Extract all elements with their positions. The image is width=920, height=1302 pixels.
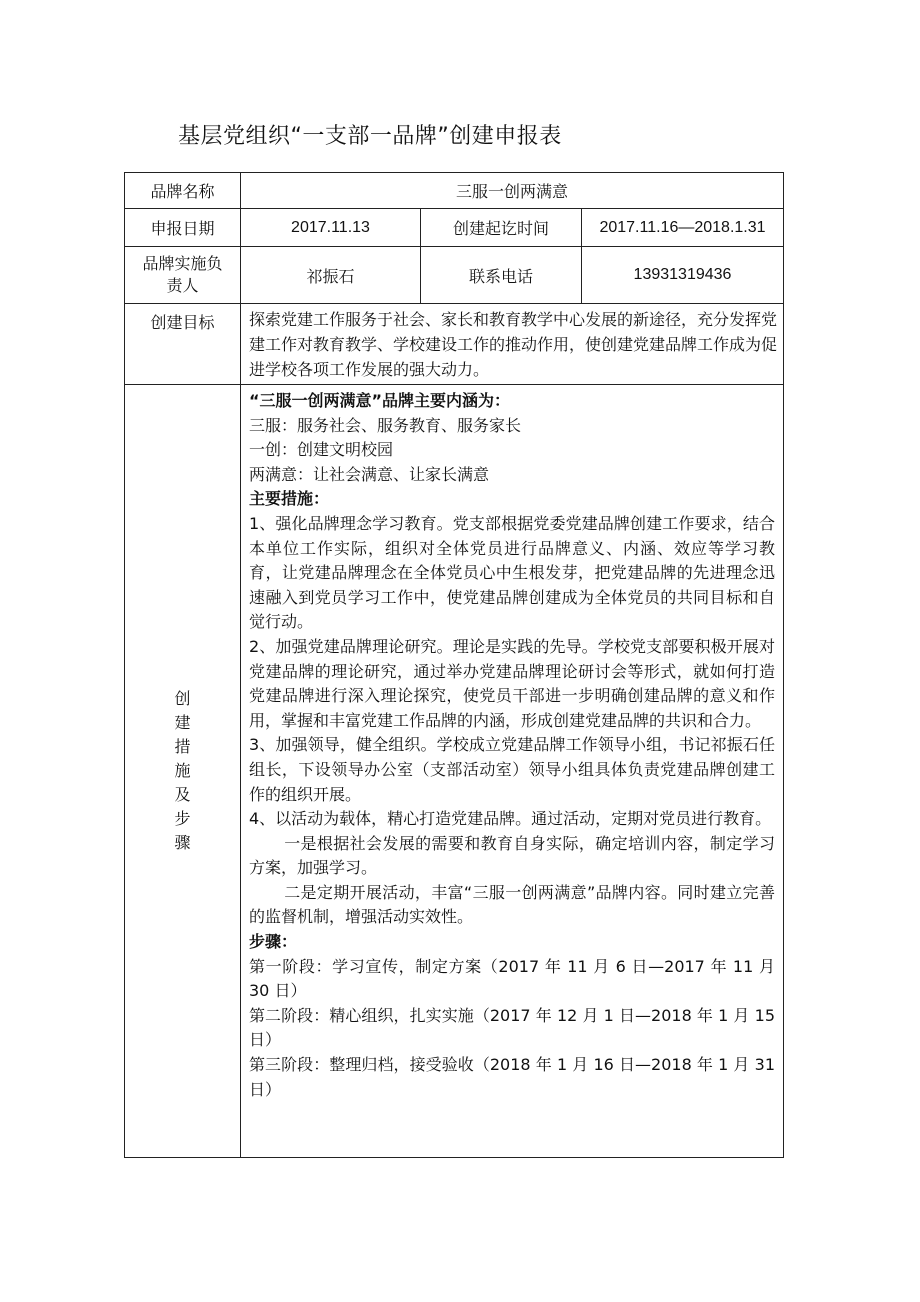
brand-name-label: 品牌名称 [125,173,241,209]
date-label: 申报日期 [125,209,241,247]
period-value: 2017.11.16—2018.1.31 [582,209,784,247]
phone-label: 联系电话 [421,247,582,304]
goal-text: 探索党建工作服务于社会、家长和教育教学中心发展的新途径，充分发挥党建工作对教育教学、学校建设工作的推动作用，使创建党建品牌工作成为促进学校各项工作发展的强大动力。 [241,304,784,385]
measures-content [241,385,784,1158]
intro-line: 两满意：让社会满意、让家长满意 [249,464,490,484]
intro-line: 三服：服务社会、服务教育、服务家长 [249,415,522,435]
leader-label-line-2: 责人 [166,276,199,295]
date-value: 2017.11.13 [241,209,421,247]
phone-value: 13931319436 [582,247,784,304]
leader-label [125,247,241,304]
document-title: 基层党组织“一支部一品牌”创建申报表 [178,124,562,149]
measure-item: 3、加强领导，健全组织。学校成立党建品牌工作领导小组，书记祁振石任组长，下设领导办公室（支部活动室）领导小组具体负责党建品牌创建工作的组织开展。 [249,735,775,804]
measures-label-char: 步 [174,809,191,828]
row-brand-name [125,173,784,209]
measures-label-char: 施 [174,761,191,780]
measures-label-char: 骤 [174,833,191,852]
steps-heading: 步骤： [249,932,298,952]
intro-line: 一创：创建文明校园 [249,440,394,460]
row-measures [125,385,784,1158]
measures-label-char: 及 [174,785,191,804]
application-form-table [124,172,784,1158]
brand-name-value: 三服一创两满意 [241,173,784,209]
measures-label-char: 建 [174,713,191,732]
row-dates [125,209,784,247]
intro-heading: “三服一创两满意”品牌主要内涵为： [249,391,511,410]
period-label: 创建起讫时间 [421,209,582,247]
measure-item: 4、以活动为载体，精心打造党建品牌。通过活动，定期对党员进行教育。 [249,809,772,829]
measure-item: 1、强化品牌理念学习教育。党支部根据党委党建品牌创建工作要求，结合本单位工作实际，组织对全体党员进行品牌意义、内涵、效应等学习教育，让党建品牌理念在全体党员心中生根发芽，把党建品牌的先进理念迅速融入到党员学习工作中，使党建品牌创建成为全体党员的共同目标和自觉行动。 [249,513,775,632]
step-item: 第一阶段：学习宣传，制定方案（2017 年 11 月 6 日—2017 年 11 月 30 日） [249,956,775,1001]
step-item: 第二阶段：精心组织，扎实实施（2017 年 12 月 1 日—2018 年 1 月 15 日） [249,1005,775,1050]
step-item: 第三阶段：整理归档，接受验收（2018 年 1 月 16 日—2018 年 1 月 31 日） [249,1055,775,1099]
measures-label [125,385,241,1158]
leader-value: 祁振石 [241,247,421,304]
measures-label-char: 措 [174,737,191,756]
leader-label-line-1: 品牌实施负 [142,254,223,273]
measure-subitem: 二是定期开展活动，丰富“三服一创两满意”品牌内容。同时建立完善的监督机制，增强活动实效性。 [249,882,775,927]
measure-subitem: 一是根据社会发展的需要和教育自身实际，确定培训内容，制定学习方案，加强学习。 [249,833,775,878]
row-leader [125,247,784,304]
measure-item: 2、加强党建品牌理论研究。理论是实践的先导。学校党支部要积极开展对党建品牌的理论研究，通过举办党建品牌理论研讨会等形式，就如何打造党建品牌进行深入理论探究，使党员干部进一步明确创建品牌的意义和作用，掌握和丰富党建工作品牌的内涵，形成创建党建品牌的共识和合力。 [249,636,775,730]
measures-label-char: 创 [174,689,191,708]
goal-label: 创建目标 [125,304,241,385]
row-goal [125,304,784,385]
main-measures-heading: 主要措施： [249,489,330,509]
